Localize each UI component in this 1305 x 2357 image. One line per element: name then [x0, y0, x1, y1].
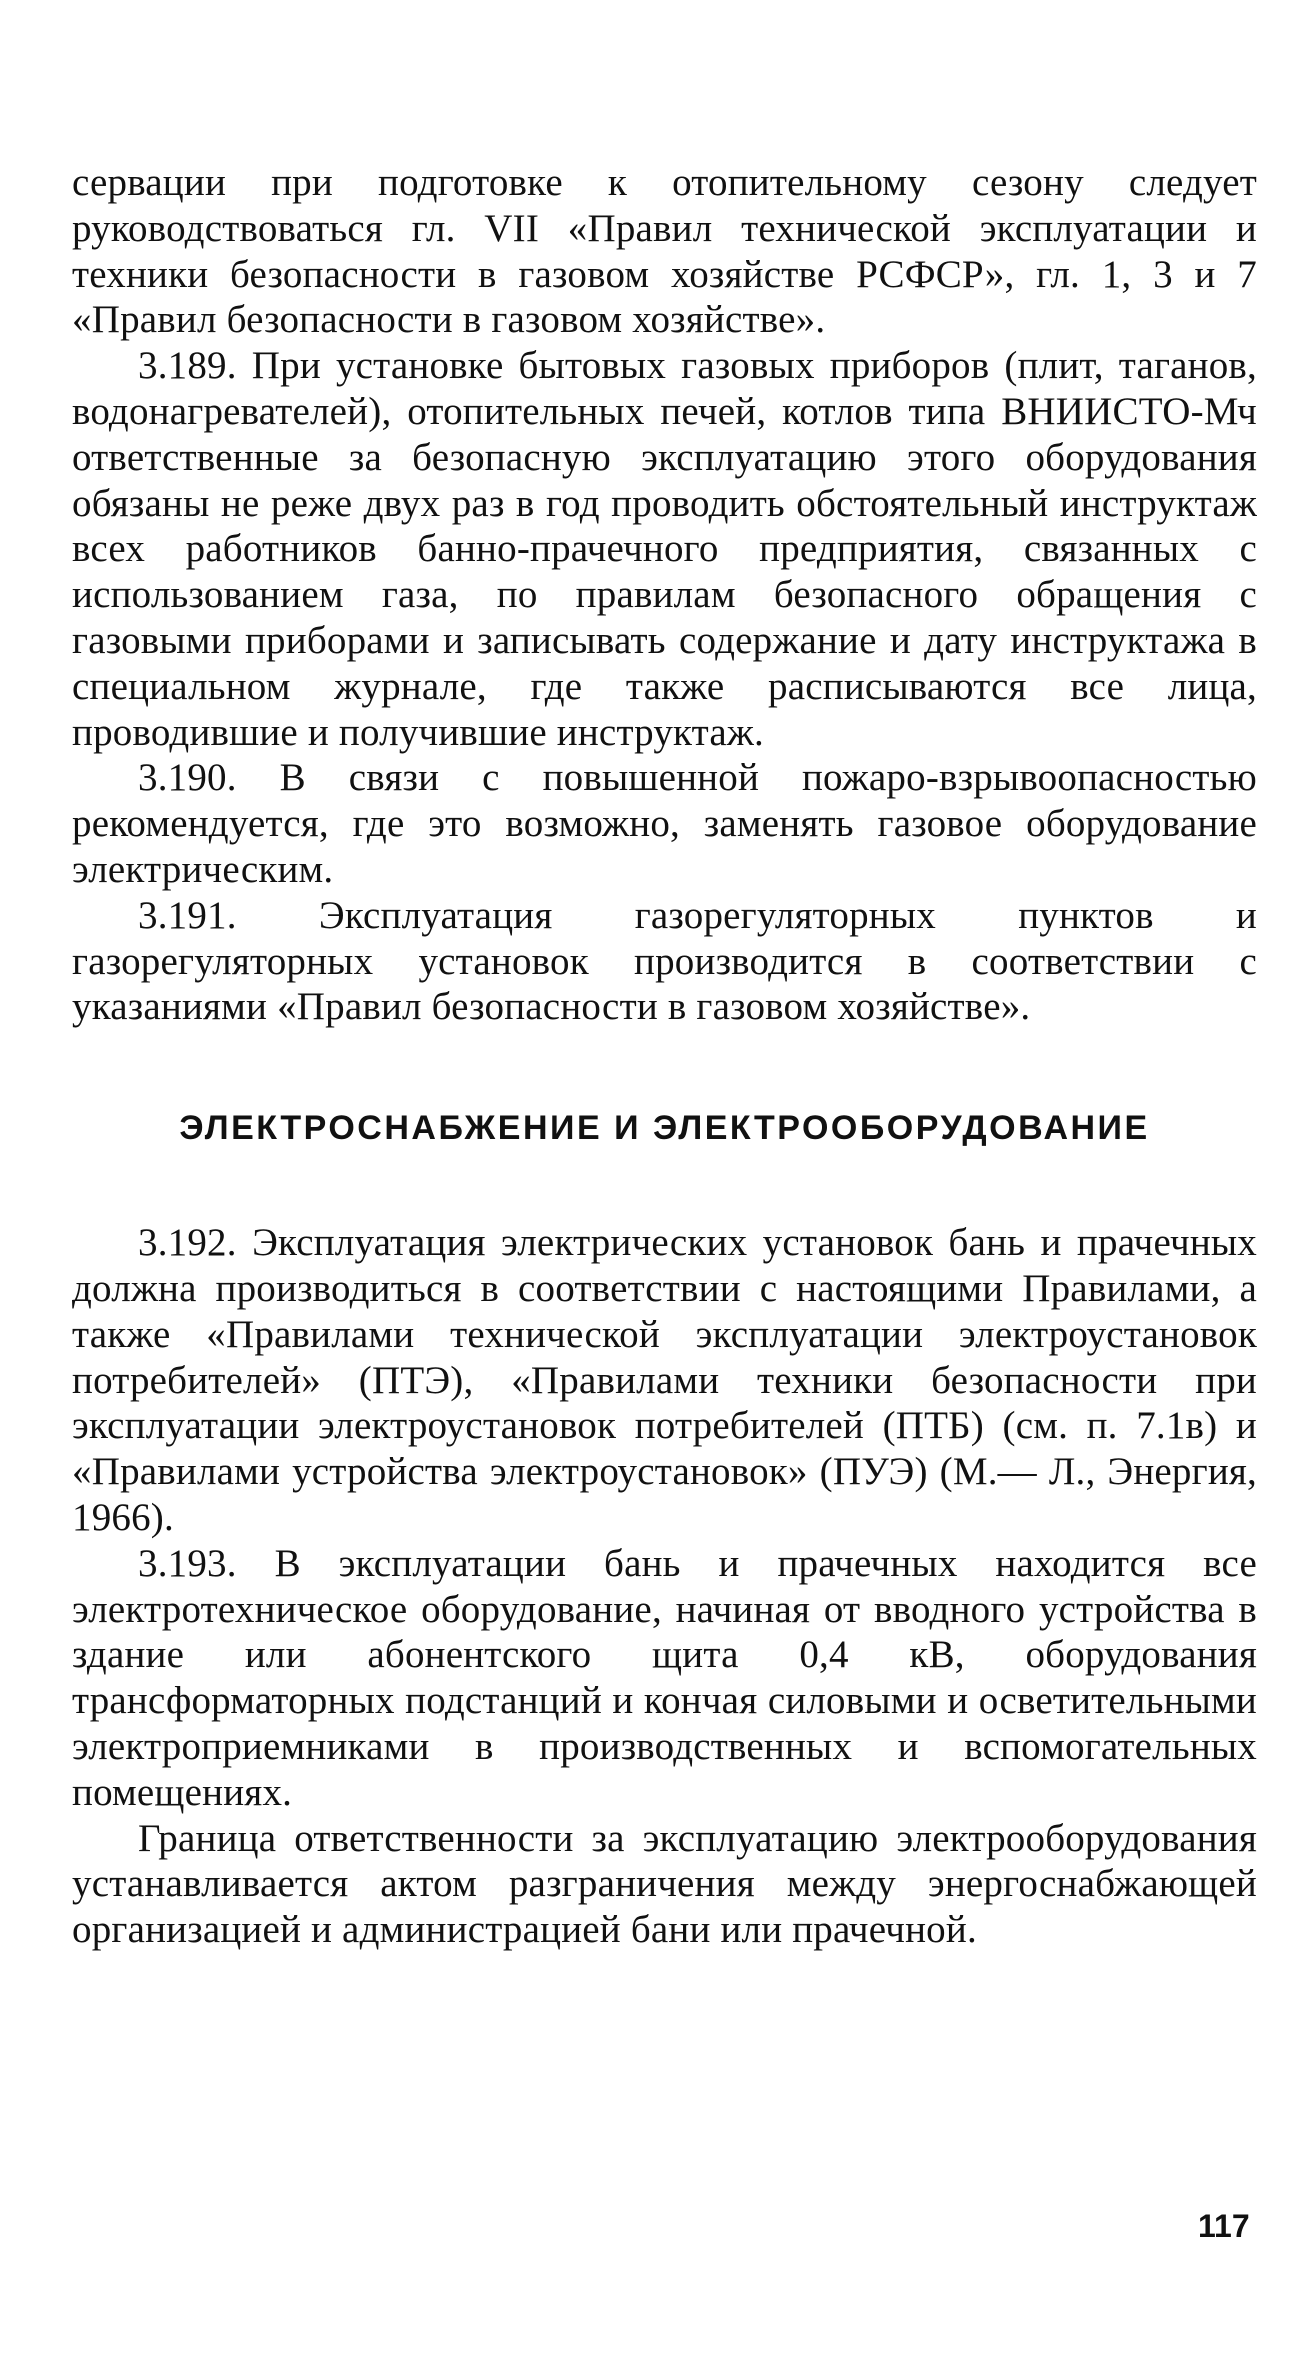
page-number: 117 [1198, 2208, 1250, 2244]
paragraph-responsibility-border: Граница ответственности за эксплуатацию электрооборудования устанавливается актом разграничения между энергоснабжающей организацией и администрацией бани или прачечной. [72, 1816, 1257, 1952]
section-heading: ЭЛЕКТРОСНАБЖЕНИЕ И ЭЛЕКТРООБОРУДОВАНИЕ [179, 1109, 1150, 1148]
paragraph-3-192: 3.192. Эксплуатация электрических установок бань и прачечных должна производиться в соответствии с настоящими Правилами, а также «Правилами технической эксплуатации электроустановок потребителей» (ПТЭ), «Правилами техники безопасности при эксплуатации электроустановок потребителей (ПТБ) (см. п. 7.1в) и «Правилами устройства электроустановок» (ПУЭ) (М.— Л., Энергия, 1966). [72, 1221, 1257, 1539]
paragraph-3-193: 3.193. В эксплуатации бань и прачечных находится все электротехническое оборудование, начиная от вводного устройства в здание или абонентского щита 0,4 кВ, оборудования трансформаторных подстанций и кончая силовыми и осветительными электроприемниками в производственных и вспомогательных помещениях. [72, 1541, 1257, 1814]
document-page [72, 160, 1257, 1953]
paragraph-3-189: 3.189. При установке бытовых газовых приборов (плит, таганов, водонагревателей), отопительных печей, котлов типа ВНИИСТО-Мч ответственные за безопасную эксплуатацию этого оборудования обязаны не реже двух раз в год проводить обстоятельный инструктаж всех работников банно-прачечного предприятия, связанных с использованием газа, по правилам безопасного обращения с газовыми приборами и записывать содержание и дату инструктажа в специальном журнале, где также расписываются все лица, проводившие и получившие инструктаж. [72, 344, 1257, 754]
paragraph-3-191: 3.191. Эксплуатация газорегуляторных пунктов и газорегуляторных установок производится в соответствии с указаниями «Правил безопасности в газовом хозяйстве». [72, 893, 1257, 1029]
paragraph-continuation: сервации при подготовке к отопительному сезону следует руководствоваться гл. VII «Правил технической эксплуатации и техники безопасности в газовом хозяйстве РСФСР», гл. 1, 3 и 7 «Правил безопасности в газовом хозяйстве». [72, 161, 1257, 342]
paragraph-3-190: 3.190. В связи с повышенной пожаро-взрывоопасностью рекомендуется, где это возможно, заменять газовое оборудование электрическим. [72, 756, 1257, 891]
